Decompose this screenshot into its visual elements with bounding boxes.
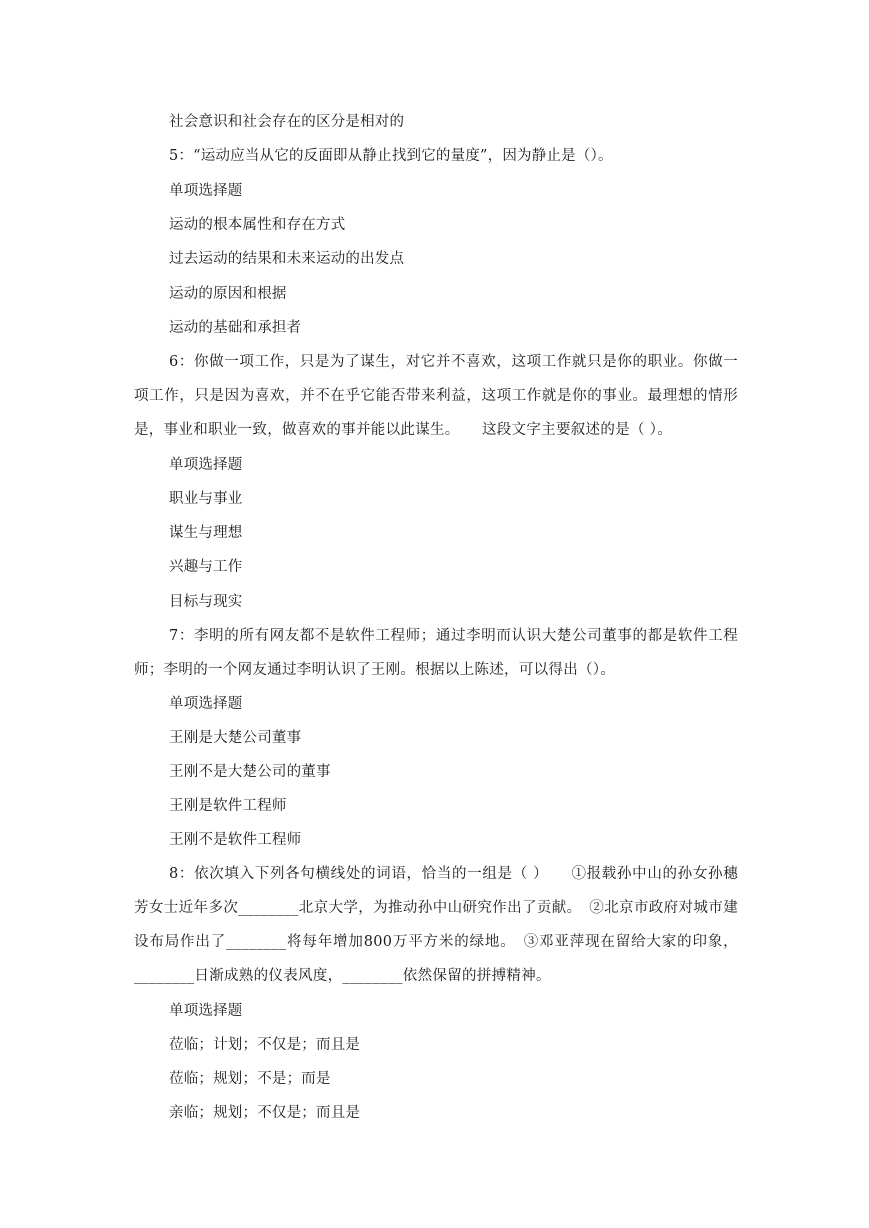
- option-text: 兴趣与工作: [169, 559, 243, 575]
- option-text: 运动的基础和承担者: [169, 320, 302, 336]
- option-text: 运动的原因和根据: [169, 286, 287, 302]
- question-type-label: 单项选择题: [169, 1003, 243, 1019]
- question-5-text: 5：“运动应当从它的反面即从静止找到它的量度”，因为静止是（）。: [169, 148, 613, 164]
- question-type-label: 单项选择题: [169, 696, 243, 712]
- option-text: 王刚是软件工程师: [169, 798, 287, 814]
- option-text: 过去运动的结果和未来运动的出发点: [169, 251, 405, 267]
- question-8-text: 8：依次填入下列各句横线处的词语，恰当的一组是（ ） ①报载孙中山的孙女孙穗芳女士近年多次________北京大学，为推动孙中山研究作出了贡献。 ②北京市政府对城市建设布局作出了________将每年增加800万平方米的绿地。 ③邓亚萍现在留给大家的印象，________日渐成熟的仪表风度，________依然保留的拼搏精神。: [134, 866, 738, 984]
- option-text: 王刚不是大楚公司的董事: [169, 764, 331, 780]
- option-text: 莅临；计划；不仅是；而且是: [169, 1037, 361, 1053]
- option-text: 王刚是大楚公司董事: [169, 730, 302, 746]
- option-text: 亲临；规划；不仅是；而且是: [169, 1105, 361, 1121]
- option-text: 社会意识和社会存在的区分是相对的: [169, 114, 405, 130]
- question-6-text: 6：你做一项工作，只是为了谋生，对它并不喜欢，这项工作就只是你的职业。你做一项工作，只是因为喜欢，并不在乎它能否带来利益，这项工作就是你的事业。最理想的情形是，事业和职业一致，做喜欢的事并能以此谋生。 这段文字主要叙述的是（ ）。: [134, 354, 738, 438]
- option-text: 运动的根本属性和存在方式: [169, 217, 346, 233]
- option-text: 王刚不是软件工程师: [169, 832, 302, 848]
- option-text: 目标与现实: [169, 594, 243, 610]
- option-text: 职业与事业: [169, 491, 243, 507]
- option-text: 谋生与理想: [169, 525, 243, 541]
- question-7-text: 7：李明的所有网友都不是软件工程师；通过李明而认识大楚公司董事的都是软件工程师；李明的一个网友通过李明认识了王刚。根据以上陈述，可以得出（）。: [134, 628, 738, 678]
- question-type-label: 单项选择题: [169, 457, 243, 473]
- option-text: 莅临；规划；不是；而是: [169, 1071, 331, 1087]
- question-type-label: 单项选择题: [169, 183, 243, 199]
